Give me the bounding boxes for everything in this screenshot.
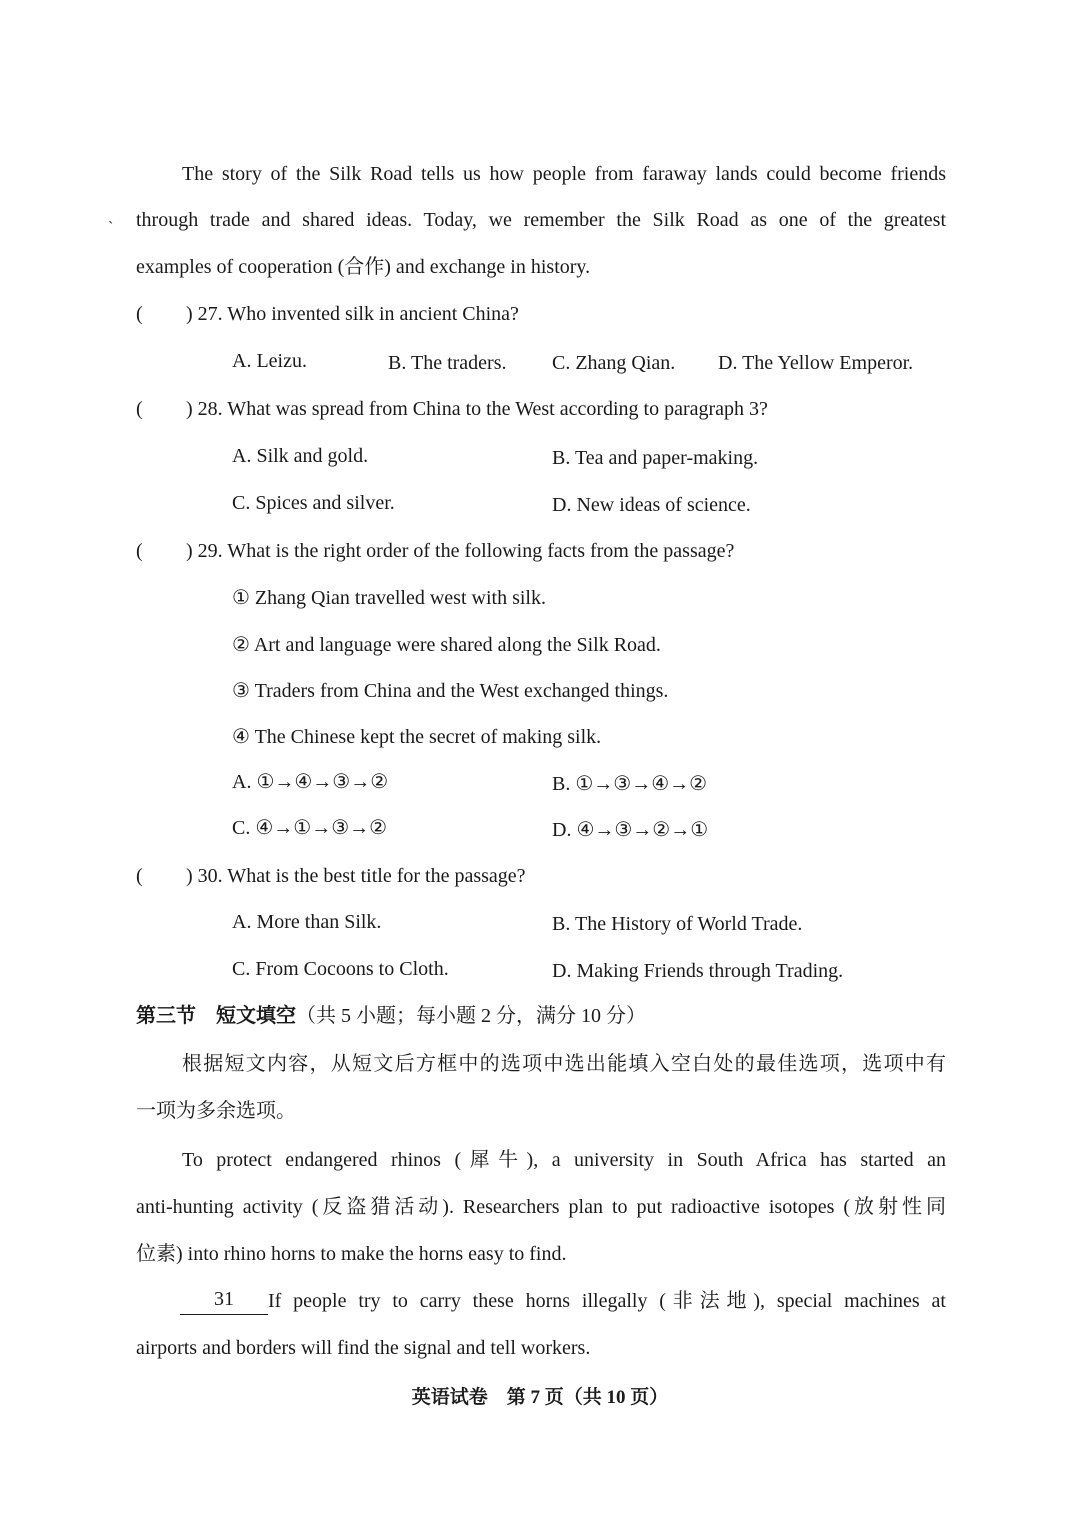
passage-line-3: examples of cooperation (合作) and exchange in history. (136, 256, 591, 278)
section-3-title: 第三节 短文填空 (136, 1005, 296, 1027)
passage2-line-5: airports and borders will find the signal and tell workers. (136, 1337, 591, 1359)
fact-2: ② Art and language were shared along the Silk Road. (232, 634, 661, 656)
option-30-d: D. Making Friends through Trading. (552, 960, 844, 982)
answer-paren-29: ( (136, 540, 143, 562)
passage2-line-2: anti-hunting activity (反盗猎活动). Researchers plan to put radioactive isotopes (放射性同 (136, 1196, 946, 1218)
option-27-b: B. The traders. (388, 352, 507, 374)
option-28-a: A. Silk and gold. (232, 445, 369, 467)
passage2-line-1: To protect endangered rhinos (犀牛), a university in South Africa has started an (182, 1149, 946, 1171)
option-29-c: C. ④→①→③→② (232, 817, 388, 839)
section-3-heading (136, 1002, 646, 1030)
answer-paren-27: ( (136, 303, 143, 325)
passage-line-1: The story of the Silk Road tells us how people from faraway lands could become friends (182, 163, 946, 185)
section-3-note: （共 5 小题；每小题 2 分，满分 10 分） (296, 1005, 646, 1027)
answer-paren-28: ( (136, 398, 143, 420)
passage2-line-4-text: If people try to carry these horns illegally (非法地), special machines at (268, 1290, 946, 1312)
blank-31: 31 (180, 1287, 268, 1315)
question-28-text: ) 28. What was spread from China to the West according to paragraph 3? (186, 398, 768, 420)
section-3-instruction-1: 根据短文内容，从短文后方框中的选项中选出能填入空白处的最佳选项，选项中有 (182, 1053, 946, 1075)
passage2-line-4 (180, 1287, 946, 1315)
option-30-a: A. More than Silk. (232, 911, 382, 933)
passage-line-2: through trade and shared ideas. Today, we remember the Silk Road as one of the greatest (136, 209, 946, 231)
option-27-c: C. Zhang Qian. (552, 352, 676, 374)
option-30-c: C. From Cocoons to Cloth. (232, 958, 449, 980)
option-30-b: B. The History of World Trade. (552, 913, 803, 935)
fact-3: ③ Traders from China and the West exchanged things. (232, 680, 669, 702)
question-30-text: ) 30. What is the best title for the passage? (186, 865, 526, 887)
fact-1: ① Zhang Qian travelled west with silk. (232, 587, 546, 609)
option-28-d: D. New ideas of science. (552, 494, 751, 516)
option-27-a: A. Leizu. (232, 350, 307, 372)
option-29-d: D. ④→③→②→① (552, 819, 709, 841)
option-29-a: A. ①→④→③→② (232, 771, 389, 793)
option-29-b: B. ①→③→④→② (552, 773, 708, 795)
section-3-instruction-2: 一项为多余选项。 (136, 1100, 296, 1122)
scan-mark: ˴ (108, 212, 114, 229)
passage2-line-3: 位素) into rhino horns to make the horns easy to find. (136, 1243, 567, 1265)
option-28-c: C. Spices and silver. (232, 492, 395, 514)
answer-paren-30: ( (136, 865, 143, 887)
question-29-text: ) 29. What is the right order of the following facts from the passage? (186, 540, 735, 562)
page-footer: 英语试卷 第 7 页（共 10 页） (411, 1387, 669, 1408)
option-27-d: D. The Yellow Emperor. (718, 352, 914, 374)
option-28-b: B. Tea and paper-making. (552, 447, 759, 469)
question-27-text: ) 27. Who invented silk in ancient China? (186, 303, 519, 325)
fact-4: ④ The Chinese kept the secret of making silk. (232, 726, 602, 748)
